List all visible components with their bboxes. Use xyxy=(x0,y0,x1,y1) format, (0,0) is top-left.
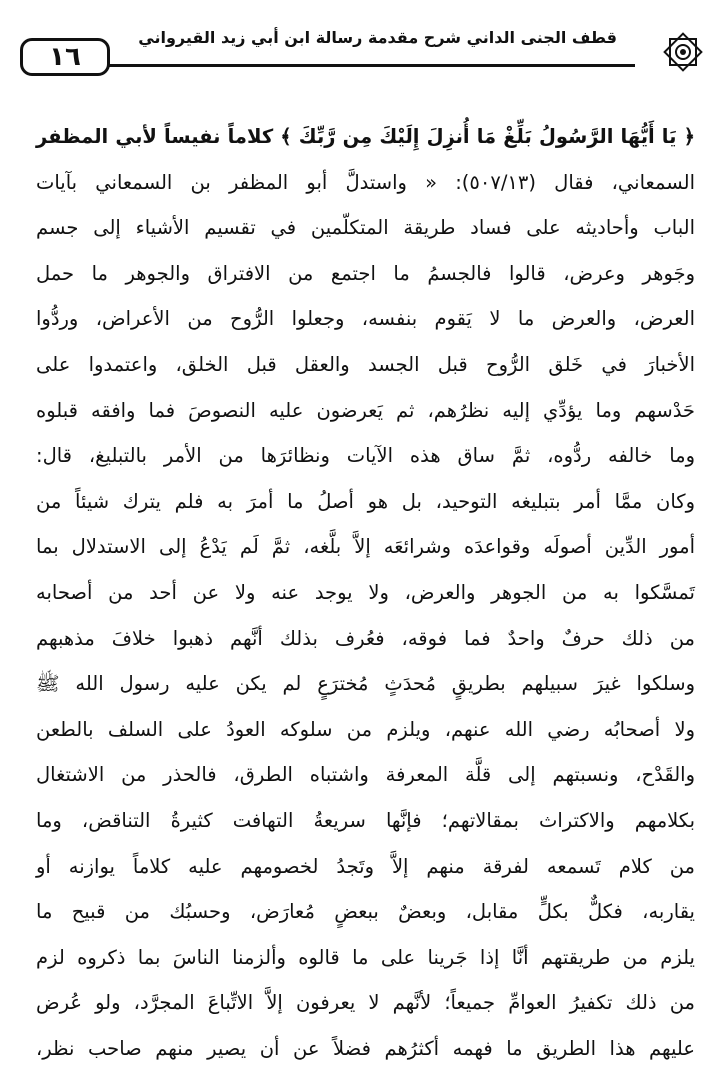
text-line: وما خالفه ردُّوه، ثمَّ ساق هذه الآيات ونظائرَها من الأمر بالتبليغ، قال: xyxy=(36,444,695,468)
text-line: عليهم هذا الطريق ما فهمه أكثرُهم فضلاً عن أن يصير منهم صاحب نظر، xyxy=(36,1036,695,1060)
text-line: يقاربه، فكلٌّ بكلٍّ مقابل، وبعضٌ ببعضٍ مُعارَض، وحسبُك من قبيح ما xyxy=(36,900,695,924)
text-line: وجَوهر وعرض، قالوا فالجسمُ ما اجتمع من الافتراق والجوهر ما حمل xyxy=(36,261,695,285)
text-line: ولا أصحابُه رضي الله عنهم، ويلزم من سلوكه العودُ على السلف بالطعن xyxy=(36,717,695,741)
text-line: من كلام تَسمعه لفرقة منهم إلاَّ وتَجدُ لخصومهم عليه كلاماً يوازنه أو xyxy=(36,854,695,878)
text-line: من ذلك حرفٌ واحدٌ فما فوقه، فعُرف بذلك أنَّهم ذهبوا خلافَ مذهبهم xyxy=(36,626,695,650)
text-line: حَدْسهم وما يؤدِّي إليه نظرُهم، ثم يَعرضون عليه النصوصَ فما وافقه قبلوه xyxy=(36,398,695,422)
text-line: الأخبارَ في خَلق الرُّوح قبل الجسد والعقل قبل الخلق، واعتمدوا على xyxy=(36,352,695,376)
page-number-box xyxy=(20,38,110,76)
text-line: ﴿ يَا أَيُّهَا الرَّسُولُ بَلِّغْ مَا أُنزِلَ إِلَيْكَ مِن رَّبِّكَ ﴾ كلاماً نفيساً لأبي المظفر xyxy=(36,125,695,148)
text-line: العرض، والعرض ما لا يَقوم بنفسه، وجعلوا الرُّوح من الأعراض، وردُّوا xyxy=(36,307,695,331)
page-header xyxy=(20,22,705,72)
page-number: ١٦ xyxy=(49,42,81,72)
text-line: السمعاني، فقال (٥٠٧/١٣): « واستدلَّ أبو المظفر بن السمعاني بآيات xyxy=(36,170,695,194)
text-line: يلزم من طريقتهم أنَّا إذا جَرينا على ما قالوه وألزمنا الناسَ بما ذكروه لزم xyxy=(36,945,695,969)
text-line: والقَدْح، ونسبتهم إلى قلَّة المعرفة واشتباه الطرق، فالحذر من الاشتغال xyxy=(36,763,695,787)
text-line: أمور الدِّين أصولَه وقواعدَه وشرائعَه إلاَّ بلَّغه، ثمَّ لَم يَدْعُ إلى الاستدلال بما xyxy=(36,535,695,559)
page-body xyxy=(36,114,695,1071)
text-line: من ذلك تكفيرُ العوامِّ جميعاً؛ لأنَّهم لا يعرفون إلاَّ الاتِّباعَ المجرَّد، ولو عُرض xyxy=(36,991,695,1015)
book-title: قطف الجنى الداني شرح مقدمة رسالة ابن أبي زيد القيرواني xyxy=(138,28,617,47)
text-line: بكلامهم والاكتراث بمقالاتهم؛ فإنَّها سريعةُ التهافت كثيرةُ التناقض، وما xyxy=(36,808,695,832)
text-line: تَمسَّكوا به من الجوهر والعرض، ولا يوجد عنه ولا عن أحد من أصحابه xyxy=(36,580,695,604)
text-line: وسلكوا غيرَ سبيلهم بطريقٍ مُحدَثٍ مُخترَعٍ لم يكن عليه رسول الله ﷺ xyxy=(36,672,695,696)
text-line: وكان ممَّا أمر بتبليغه التوحيد، بل هو أصلُ ما أمرَ به فلم يترك شيئاً من xyxy=(36,489,695,513)
star-ornament-icon xyxy=(661,30,705,74)
header-rule xyxy=(108,64,635,67)
text-line: الباب وأحاديثه على فساد طريقة المتكلّمين في تقسيم الأشياء إلى جسم xyxy=(36,216,695,240)
